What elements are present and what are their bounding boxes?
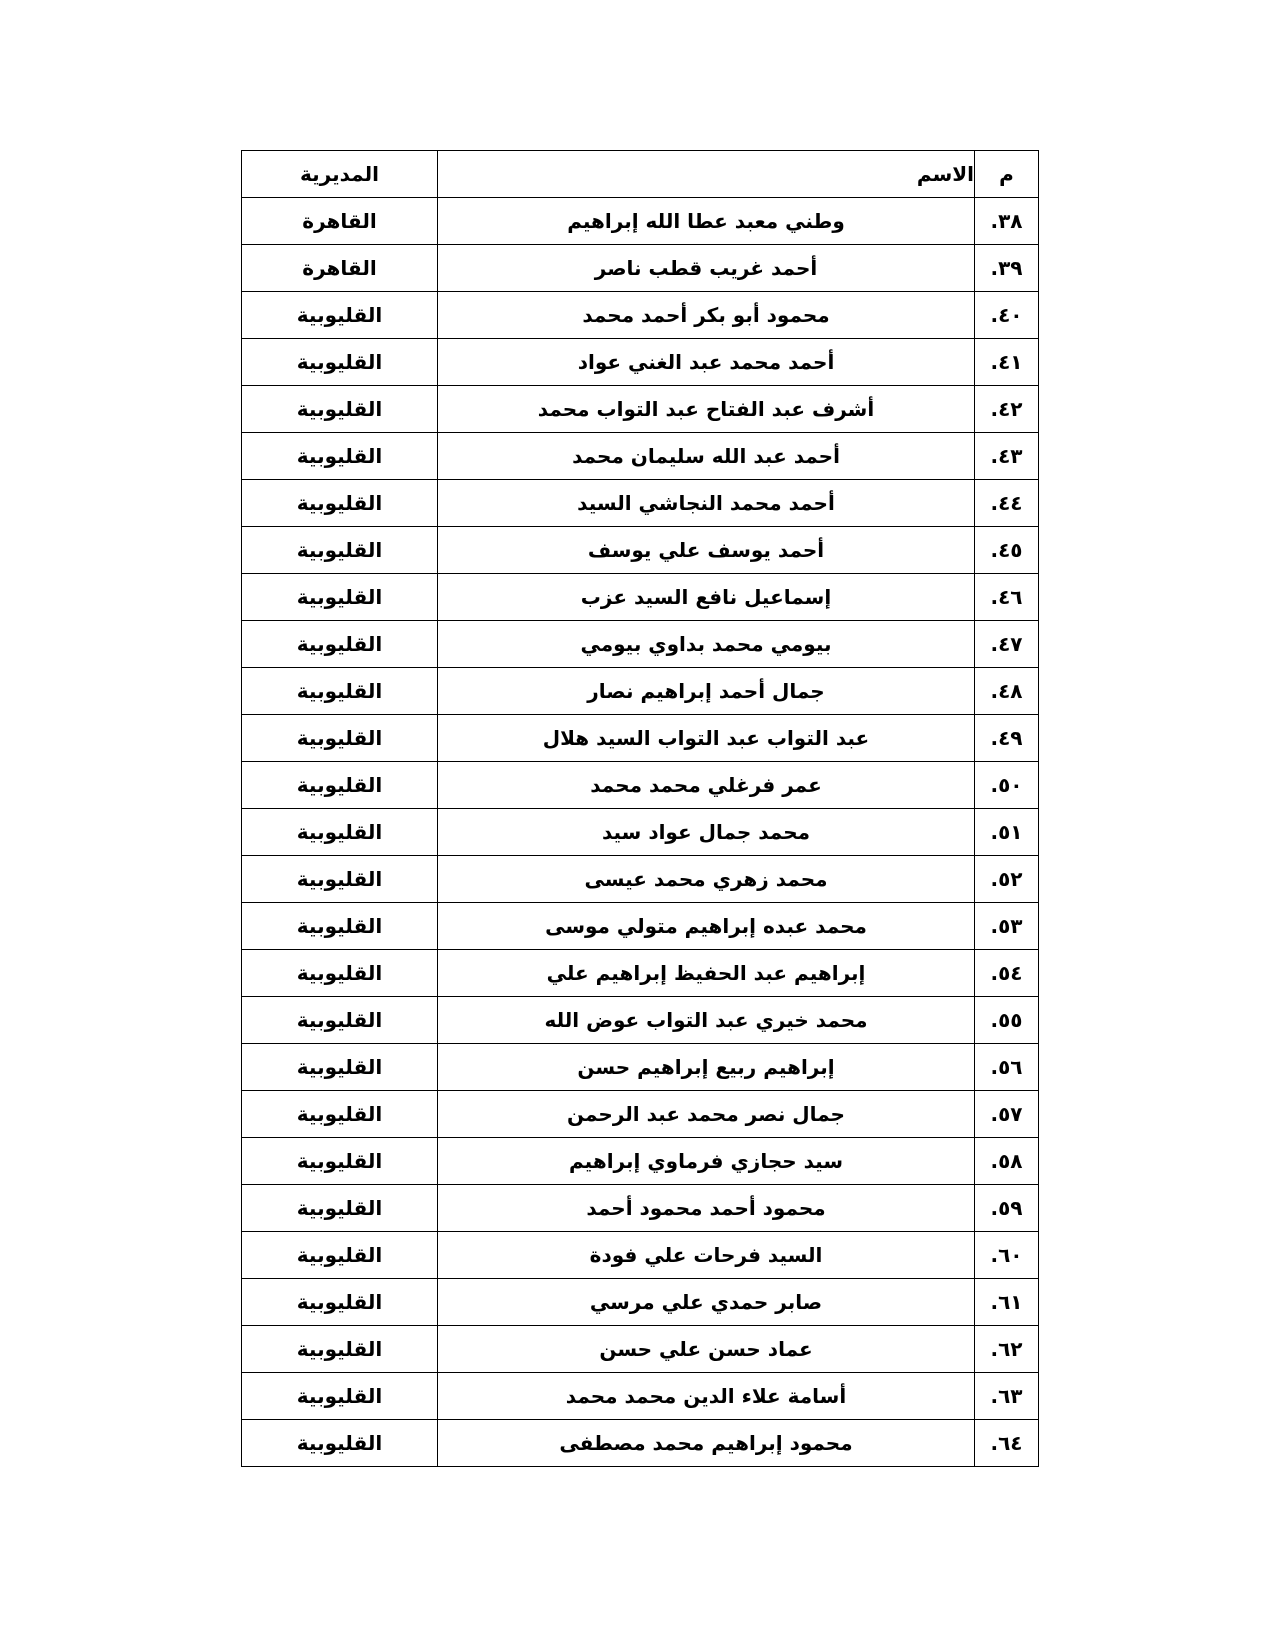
row-name: محمد جمال عواد سيد — [438, 809, 975, 856]
row-name: عماد حسن علي حسن — [438, 1326, 975, 1373]
row-name: محمد زهري محمد عيسى — [438, 856, 975, 903]
row-number: ٤٦. — [975, 574, 1039, 621]
row-number: ٥٠. — [975, 762, 1039, 809]
table-row — [242, 762, 1039, 809]
table-row — [242, 1044, 1039, 1091]
row-directorate: القليوبية — [242, 1044, 438, 1091]
row-name: بيومي محمد بداوي بيومي — [438, 621, 975, 668]
table-row — [242, 433, 1039, 480]
row-name: محمود أحمد محمود أحمد — [438, 1185, 975, 1232]
row-number: ٤١. — [975, 339, 1039, 386]
table-row — [242, 1420, 1039, 1467]
row-number: ٤٣. — [975, 433, 1039, 480]
table-row — [242, 386, 1039, 433]
row-name: محمود أبو بكر أحمد محمد — [438, 292, 975, 339]
table-row — [242, 339, 1039, 386]
row-name: محمد عبده إبراهيم متولي موسى — [438, 903, 975, 950]
row-directorate: القليوبية — [242, 809, 438, 856]
row-number: ٥١. — [975, 809, 1039, 856]
row-number: ٥٧. — [975, 1091, 1039, 1138]
row-number: ٤٠. — [975, 292, 1039, 339]
row-number: ٦٢. — [975, 1326, 1039, 1373]
names-table — [241, 150, 1039, 1467]
table-row — [242, 292, 1039, 339]
row-number: ٤٤. — [975, 480, 1039, 527]
row-number: ٥٢. — [975, 856, 1039, 903]
row-directorate: القاهرة — [242, 198, 438, 245]
row-directorate: القليوبية — [242, 433, 438, 480]
table-row — [242, 1138, 1039, 1185]
header-number: م — [975, 151, 1039, 198]
table-row — [242, 1326, 1039, 1373]
table-row — [242, 198, 1039, 245]
row-number: ٥٨. — [975, 1138, 1039, 1185]
row-directorate: القليوبية — [242, 1279, 438, 1326]
row-directorate: القليوبية — [242, 950, 438, 997]
table-row — [242, 527, 1039, 574]
row-name: إبراهيم عبد الحفيظ إبراهيم علي — [438, 950, 975, 997]
table-row — [242, 950, 1039, 997]
table-row — [242, 903, 1039, 950]
row-name: أحمد يوسف علي يوسف — [438, 527, 975, 574]
row-name: جمال أحمد إبراهيم نصار — [438, 668, 975, 715]
table-row — [242, 621, 1039, 668]
table-row — [242, 1279, 1039, 1326]
row-directorate: القليوبية — [242, 339, 438, 386]
row-name: أحمد محمد النجاشي السيد — [438, 480, 975, 527]
table-row — [242, 668, 1039, 715]
row-name: السيد فرحات علي فودة — [438, 1232, 975, 1279]
row-name: أحمد عبد الله سليمان محمد — [438, 433, 975, 480]
row-name: عمر فرغلي محمد محمد — [438, 762, 975, 809]
row-directorate: القليوبية — [242, 1138, 438, 1185]
table-row — [242, 574, 1039, 621]
row-number: ٦١. — [975, 1279, 1039, 1326]
row-name: أسامة علاء الدين محمد محمد — [438, 1373, 975, 1420]
row-number: ٥٥. — [975, 997, 1039, 1044]
row-number: ٥٩. — [975, 1185, 1039, 1232]
row-name: وطني معبد عطا الله إبراهيم — [438, 198, 975, 245]
row-name: إسماعيل نافع السيد عزب — [438, 574, 975, 621]
row-number: ٥٤. — [975, 950, 1039, 997]
row-directorate: القليوبية — [242, 668, 438, 715]
row-directorate: القليوبية — [242, 386, 438, 433]
row-number: ٥٣. — [975, 903, 1039, 950]
row-number: ٤٧. — [975, 621, 1039, 668]
table-row — [242, 1091, 1039, 1138]
row-directorate: القليوبية — [242, 762, 438, 809]
row-name: أحمد محمد عبد الغني عواد — [438, 339, 975, 386]
row-directorate: القليوبية — [242, 856, 438, 903]
row-directorate: القليوبية — [242, 1091, 438, 1138]
header-directorate: المديرية — [242, 151, 438, 198]
row-directorate: القليوبية — [242, 621, 438, 668]
row-directorate: القليوبية — [242, 1326, 438, 1373]
header-row — [242, 151, 1039, 198]
row-directorate: القليوبية — [242, 1420, 438, 1467]
row-number: ٤٥. — [975, 527, 1039, 574]
row-directorate: القليوبية — [242, 1232, 438, 1279]
row-name: محمد خيري عبد التواب عوض الله — [438, 997, 975, 1044]
row-directorate: القليوبية — [242, 903, 438, 950]
row-name: إبراهيم ربيع إبراهيم حسن — [438, 1044, 975, 1091]
table-row — [242, 245, 1039, 292]
row-name: أشرف عبد الفتاح عبد التواب محمد — [438, 386, 975, 433]
row-number: ٣٨. — [975, 198, 1039, 245]
row-number: ٣٩. — [975, 245, 1039, 292]
row-number: ٤٩. — [975, 715, 1039, 762]
row-directorate: القليوبية — [242, 527, 438, 574]
row-number: ٤٨. — [975, 668, 1039, 715]
row-directorate: القليوبية — [242, 292, 438, 339]
table-body — [242, 198, 1039, 1467]
table-row — [242, 809, 1039, 856]
row-directorate: القليوبية — [242, 715, 438, 762]
row-name: أحمد غريب قطب ناصر — [438, 245, 975, 292]
row-directorate: القليوبية — [242, 574, 438, 621]
row-name: صابر حمدي علي مرسي — [438, 1279, 975, 1326]
row-directorate: القليوبية — [242, 1185, 438, 1232]
table-row — [242, 1185, 1039, 1232]
row-directorate: القليوبية — [242, 1373, 438, 1420]
row-number: ٦٣. — [975, 1373, 1039, 1420]
row-directorate: القليوبية — [242, 480, 438, 527]
table-row — [242, 1232, 1039, 1279]
table-row — [242, 1373, 1039, 1420]
row-directorate: القاهرة — [242, 245, 438, 292]
row-number: ٦٠. — [975, 1232, 1039, 1279]
header-name: الاسم — [438, 151, 975, 198]
table-row — [242, 715, 1039, 762]
row-name: محمود إبراهيم محمد مصطفى — [438, 1420, 975, 1467]
row-number: ٤٢. — [975, 386, 1039, 433]
row-number: ٦٤. — [975, 1420, 1039, 1467]
table-row — [242, 997, 1039, 1044]
row-directorate: القليوبية — [242, 997, 438, 1044]
row-number: ٥٦. — [975, 1044, 1039, 1091]
row-name: عبد التواب عبد التواب السيد هلال — [438, 715, 975, 762]
table-row — [242, 856, 1039, 903]
row-name: سيد حجازي فرماوي إبراهيم — [438, 1138, 975, 1185]
table-header — [242, 151, 1039, 198]
row-name: جمال نصر محمد عبد الرحمن — [438, 1091, 975, 1138]
table-row — [242, 480, 1039, 527]
